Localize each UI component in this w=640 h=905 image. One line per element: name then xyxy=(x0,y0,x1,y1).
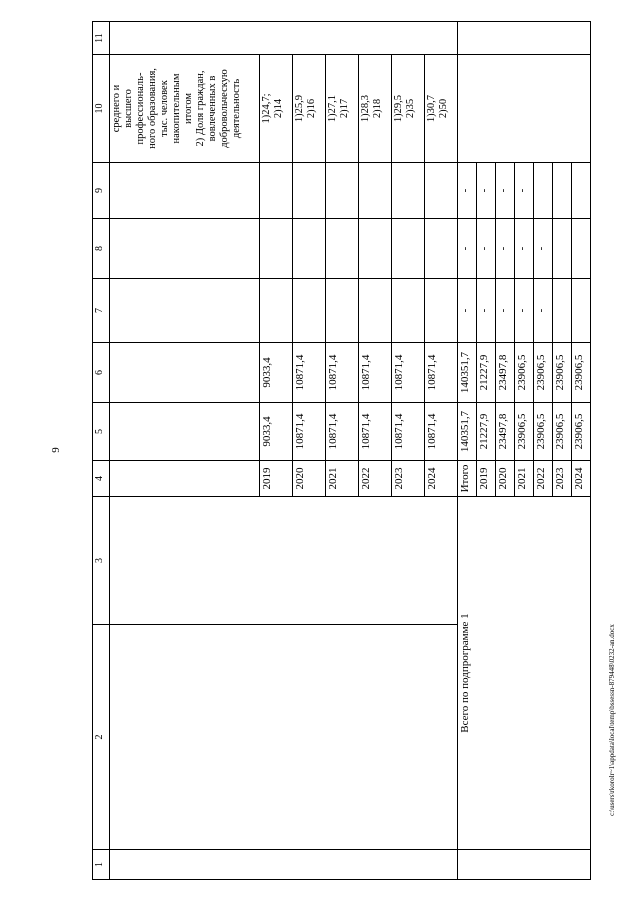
cell-empty xyxy=(260,279,293,343)
value-cell: - xyxy=(534,219,553,279)
program-table xyxy=(92,21,591,880)
cell-empty xyxy=(110,625,458,850)
col-header: 9 xyxy=(93,163,110,219)
value-cell: 23906,5 xyxy=(534,343,553,403)
cell-empty xyxy=(359,219,392,279)
value-cell: 10871,4 xyxy=(392,403,425,461)
desc-line: деятельность xyxy=(231,78,242,139)
col-header: 11 xyxy=(93,22,110,55)
value-cell: - xyxy=(458,163,477,219)
indicator-value: 1)24,7; 2)14 xyxy=(260,55,293,163)
cell-empty xyxy=(425,163,458,219)
cell-empty xyxy=(392,163,425,219)
year-cell: 2024 xyxy=(572,461,591,497)
cell-empty xyxy=(260,219,293,279)
table-row xyxy=(458,22,477,880)
value-cell: 23497,8 xyxy=(496,343,515,403)
cell-empty xyxy=(293,219,326,279)
cell-empty xyxy=(425,219,458,279)
cell-empty xyxy=(392,219,425,279)
cell-empty xyxy=(110,22,458,55)
col-header: 5 xyxy=(93,403,110,461)
cell-empty xyxy=(326,279,359,343)
value-cell: 10871,4 xyxy=(293,343,326,403)
year-cell: 2022 xyxy=(534,461,553,497)
value-cell: 10871,4 xyxy=(293,403,326,461)
value-cell: 10871,4 xyxy=(326,343,359,403)
cell-empty xyxy=(293,163,326,219)
value-cell: 23906,5 xyxy=(572,343,591,403)
value-cell xyxy=(553,279,572,343)
value-cell xyxy=(553,219,572,279)
desc-line: итогом xyxy=(183,92,194,125)
indicator-description xyxy=(110,55,260,163)
value-cell: 21227,9 xyxy=(477,403,496,461)
value-cell: - xyxy=(515,219,534,279)
cell-empty xyxy=(110,343,260,403)
cell-empty xyxy=(110,163,260,219)
value-cell xyxy=(572,219,591,279)
value-cell: - xyxy=(458,279,477,343)
year-cell: 2021 xyxy=(326,461,359,497)
cell-empty xyxy=(110,850,458,880)
value-cell: - xyxy=(496,163,515,219)
desc-line: тыс. человек xyxy=(159,80,170,137)
value-cell: 10871,4 xyxy=(326,403,359,461)
cell-empty xyxy=(110,461,260,497)
desc-line: ного образования, xyxy=(147,68,158,149)
desc-line: среднего и xyxy=(111,84,122,133)
indicator-value: 1)28,3 2)18 xyxy=(359,55,392,163)
year-cell: 2019 xyxy=(477,461,496,497)
col-header: 3 xyxy=(93,497,110,625)
value-cell: 23906,5 xyxy=(553,403,572,461)
indicator-value: 1)27,1 2)17 xyxy=(326,55,359,163)
value-cell: 10871,4 xyxy=(392,343,425,403)
desc-line: высшего xyxy=(123,89,134,128)
value-cell: - xyxy=(534,279,553,343)
year-cell: 2020 xyxy=(496,461,515,497)
column-number-row xyxy=(93,22,110,880)
cell-empty xyxy=(458,22,591,55)
value-cell xyxy=(572,163,591,219)
cell-empty xyxy=(326,163,359,219)
cell-empty xyxy=(110,219,260,279)
page-number: 9 xyxy=(50,447,62,453)
value-cell: 23497,8 xyxy=(496,403,515,461)
value-cell: - xyxy=(477,219,496,279)
cell-empty xyxy=(260,163,293,219)
year-cell: 2023 xyxy=(553,461,572,497)
value-cell xyxy=(534,163,553,219)
cell-empty xyxy=(359,163,392,219)
value-cell: - xyxy=(515,163,534,219)
year-cell: 2020 xyxy=(293,461,326,497)
description-row xyxy=(110,22,260,880)
desc-line: вовлеченных в xyxy=(207,75,218,142)
value-cell: - xyxy=(496,219,515,279)
desc-line: 2) Доля граждан, xyxy=(195,70,206,147)
value-cell: 10871,4 xyxy=(359,403,392,461)
value-cell: 10871,4 xyxy=(359,343,392,403)
year-cell: 2021 xyxy=(515,461,534,497)
col-header: 8 xyxy=(93,219,110,279)
cell-empty xyxy=(458,55,591,163)
year-cell: 2019 xyxy=(260,461,293,497)
value-cell: - xyxy=(496,279,515,343)
cell-empty xyxy=(110,403,260,461)
col-header: 7 xyxy=(93,279,110,343)
cell-empty xyxy=(326,219,359,279)
indicator-value: 1)30,7 2)50 xyxy=(425,55,458,163)
value-cell: 23906,5 xyxy=(572,403,591,461)
value-cell: 10871,4 xyxy=(425,343,458,403)
value-cell: - xyxy=(477,163,496,219)
col-header: 1 xyxy=(93,850,110,880)
value-cell: 23906,5 xyxy=(553,343,572,403)
col-header: 6 xyxy=(93,343,110,403)
rotated-table-container xyxy=(92,22,597,880)
value-cell xyxy=(553,163,572,219)
cell-empty xyxy=(425,279,458,343)
cell-empty xyxy=(392,279,425,343)
value-cell: 9033,4 xyxy=(260,343,293,403)
desc-line: профессиональ- xyxy=(135,72,146,145)
indicator-value: 1)25,9 2)16 xyxy=(293,55,326,163)
value-cell: 23906,5 xyxy=(515,403,534,461)
cell-empty xyxy=(110,279,260,343)
col-header: 2 xyxy=(93,625,110,850)
desc-line: добровольческую xyxy=(219,69,230,148)
value-cell: - xyxy=(477,279,496,343)
col-header: 10 xyxy=(93,55,110,163)
col-header: 4 xyxy=(93,461,110,497)
year-cell: 2023 xyxy=(392,461,425,497)
file-path-footer: c:\users\rkorolr~1\appdata\local\temp\bssessn-879448\0232-an.docx xyxy=(608,624,616,816)
cell-empty xyxy=(458,850,591,880)
year-cell: Итого xyxy=(458,461,477,497)
value-cell: 140351,7 xyxy=(458,403,477,461)
year-cell: 2024 xyxy=(425,461,458,497)
subprogram-total-label: Всего по подпрограмме 1 xyxy=(458,497,591,850)
year-cell: 2022 xyxy=(359,461,392,497)
value-cell: 140351,7 xyxy=(458,343,477,403)
value-cell: 21227,9 xyxy=(477,343,496,403)
cell-empty xyxy=(359,279,392,343)
value-cell: - xyxy=(515,279,534,343)
value-cell: 23906,5 xyxy=(534,403,553,461)
value-cell xyxy=(572,279,591,343)
cell-empty xyxy=(293,279,326,343)
value-cell: 23906,5 xyxy=(515,343,534,403)
desc-line: накопительным xyxy=(171,73,182,144)
indicator-value: 1)29,5 2)35 xyxy=(392,55,425,163)
cell-empty xyxy=(110,497,458,625)
value-cell: - xyxy=(458,219,477,279)
value-cell: 9033,4 xyxy=(260,403,293,461)
value-cell: 10871,4 xyxy=(425,403,458,461)
